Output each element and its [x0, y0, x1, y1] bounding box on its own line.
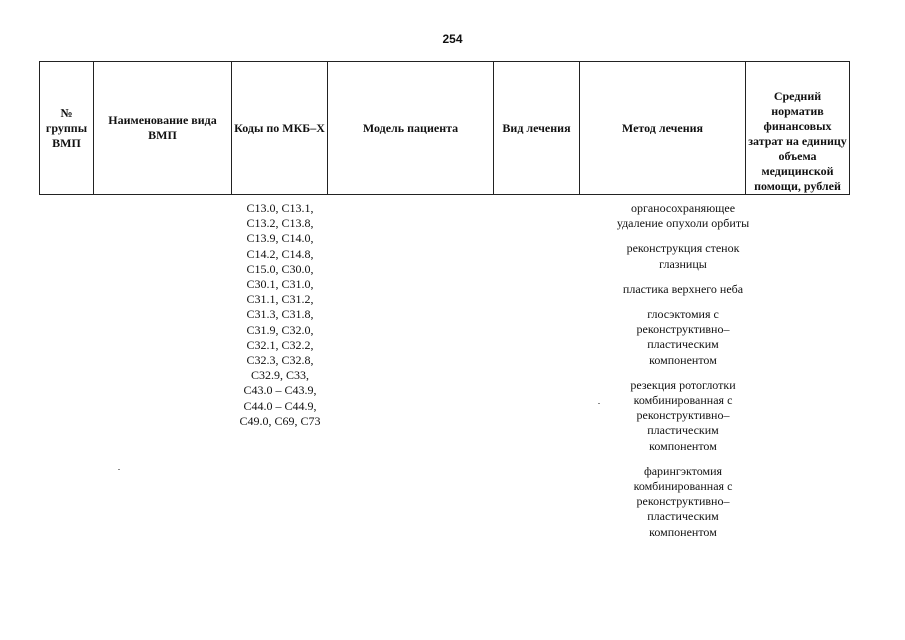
icd-code-line: C32.1, C32.2, — [246, 337, 314, 352]
icd-code-line: C43.0 – C43.9, — [243, 383, 317, 398]
treatment-methods-cell — [612, 201, 754, 550]
icd-code-line: C32.3, C32.8, — [246, 353, 314, 368]
icd-code-line: C13.0, C13.1, — [246, 201, 314, 215]
header-vmp-name: Наименование вида ВМП — [94, 62, 232, 195]
icd-code-line: C15.0, C30.0, — [246, 261, 314, 276]
header-treatment-method: Метод лечения — [580, 62, 746, 195]
page-number: 254 — [442, 32, 463, 46]
icd-code-line: C44.0 – C44.9, — [243, 398, 317, 413]
scan-speck — [118, 469, 120, 470]
header-group-number: № группы ВМП — [40, 62, 94, 195]
treatment-method-item: глосэктомия с реконструктивно–пластическим компонентом — [636, 307, 730, 367]
icd-code-line: C49.0, C69, C73 — [239, 413, 321, 428]
icd-code-line: C32.9, C33, — [250, 368, 309, 383]
treatment-method-item: органосохраняющее удаление опухоли орбиты — [616, 201, 750, 231]
icd-code-line: C14.2, C14.8, — [246, 246, 314, 261]
icd-code-line: C31.3, C31.8, — [246, 307, 314, 322]
header-treatment-type: Вид лечения — [494, 62, 580, 195]
treatment-method-item: пластика верхнего неба — [622, 281, 744, 296]
treatment-method-item: реконструкция стенок глазницы — [626, 241, 740, 271]
icd-code-line: C13.2, C13.8, — [246, 216, 314, 231]
icd-codes-cell — [232, 201, 328, 429]
icd-code-line: C31.9, C32.0, — [246, 322, 314, 337]
header-icd-codes: Коды по МКБ–Х — [232, 62, 328, 195]
table-header — [39, 61, 850, 195]
icd-code-line: C31.1, C31.2, — [246, 292, 314, 307]
treatment-method-item: фарингэктомия комбинированная с реконструктивно–пластическим компонентом — [633, 463, 733, 539]
scan-speck — [598, 403, 600, 404]
treatment-method-item: резекция ротоглотки комбинированная с реконструктивно–пластическим компонентом — [630, 377, 736, 453]
icd-code-line: C30.1, C31.0, — [246, 277, 314, 292]
header-financial-standard: Средний норматив финансовых затрат на единицу объема медицинской помощи, рублей — [746, 62, 850, 195]
icd-code-line: C13.9, C14.0, — [246, 231, 314, 246]
header-patient-model: Модель пациента — [328, 62, 494, 195]
